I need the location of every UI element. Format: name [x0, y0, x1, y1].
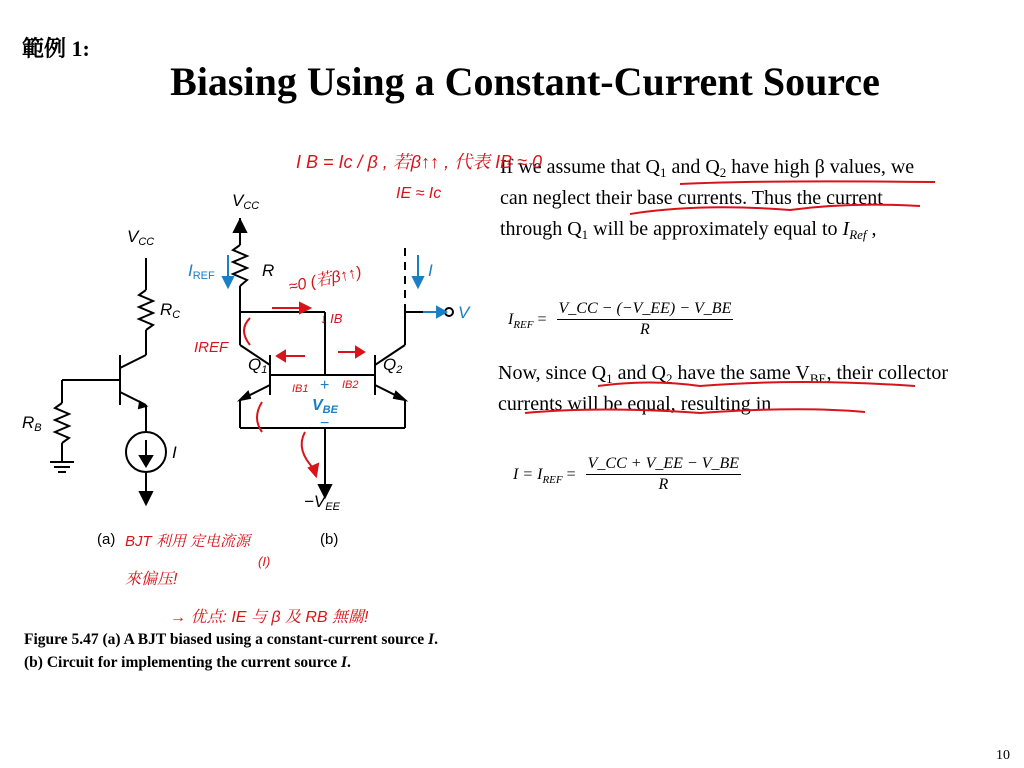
circuit-b	[233, 218, 453, 497]
figure-caption: Figure 5.47 (a) A BJT biased using a constant-current source I. (b) Circuit for implementing the current source I.	[24, 631, 438, 671]
example-label: 範例 1:	[22, 36, 90, 61]
label-b-vout: V	[458, 303, 470, 322]
annotation-ib: ↓ IB	[320, 311, 343, 326]
slide-title: Biasing Using a Constant-Current Source	[170, 59, 880, 104]
annotation-advantage: → 优点: IE 与 β 及 RB 無關!	[170, 609, 369, 626]
label-a-vcc: VCC	[127, 227, 155, 248]
annotation-bjt-note: BJT 利用 定电流源	[125, 533, 251, 550]
equation-i-numerator: V_CC + V_EE − V_BE	[586, 455, 741, 475]
annotation-ib-formula: I B = Ic / β , 若β↑↑ , 代表 IB ≈ 0	[296, 152, 542, 172]
annotation-bias: 來偏压!	[125, 571, 178, 588]
annotation-iref: IREF	[194, 339, 229, 356]
label-b-q1: Q1	[248, 355, 268, 376]
label-a: (a)	[97, 531, 116, 548]
equation-iref-numerator: V_CC − (−V_EE) − V_BE	[557, 300, 734, 320]
annotation-near-r: ≈0 (若β↑↑)	[287, 263, 364, 296]
annotation-ib2: IB2	[342, 379, 359, 391]
page-number: 10	[996, 748, 1010, 763]
label-b-vee: −VEE	[304, 492, 340, 513]
label-b: (b)	[320, 531, 339, 548]
label-b-r: R	[262, 261, 275, 280]
label-b-iref: IREF	[188, 261, 215, 282]
label-b-vbe: VBE	[312, 397, 338, 416]
equation-i: $I = I_{REF}$ = $\frac{V\_CC + V\_EE - V\_BE}{R}$	[513, 455, 740, 493]
label-a-i: I	[172, 443, 177, 462]
circuit-a	[50, 258, 166, 504]
handwritten-annotations	[125, 152, 542, 626]
label-b-vcc: VCC	[232, 191, 260, 212]
paragraph-assumption: If we assume that $Q_1$ and $Q_2$ have high β values, we can neglect their base currents. Thus the current through $Q_1$ will be approximately equal to $I_{Ref}$ ,	[500, 156, 915, 242]
label-b-i: I	[428, 261, 433, 280]
equation-iref: $I_{REF}$ = $\frac{V\_CC - (-V\_EE) - V\_BE}{R}$	[508, 300, 732, 338]
annotation-bjt-sub: (I)	[258, 554, 271, 569]
label-a-rc: RC	[160, 300, 181, 321]
label-b-vbe-plus: +	[320, 377, 330, 394]
annotation-ib1: IB1	[292, 383, 309, 395]
label-b-vbe-minus: −	[320, 415, 330, 432]
label-a-rb: RB	[22, 413, 42, 434]
annotation-ie-ic: IE ≈ Ic	[396, 185, 442, 202]
label-b-q2: Q2	[383, 355, 403, 376]
paragraph-result: Now, since $Q_1$ and $Q_2$ have the same $V_{BE}$, their collector currents will be equal, resulting in	[498, 362, 949, 415]
